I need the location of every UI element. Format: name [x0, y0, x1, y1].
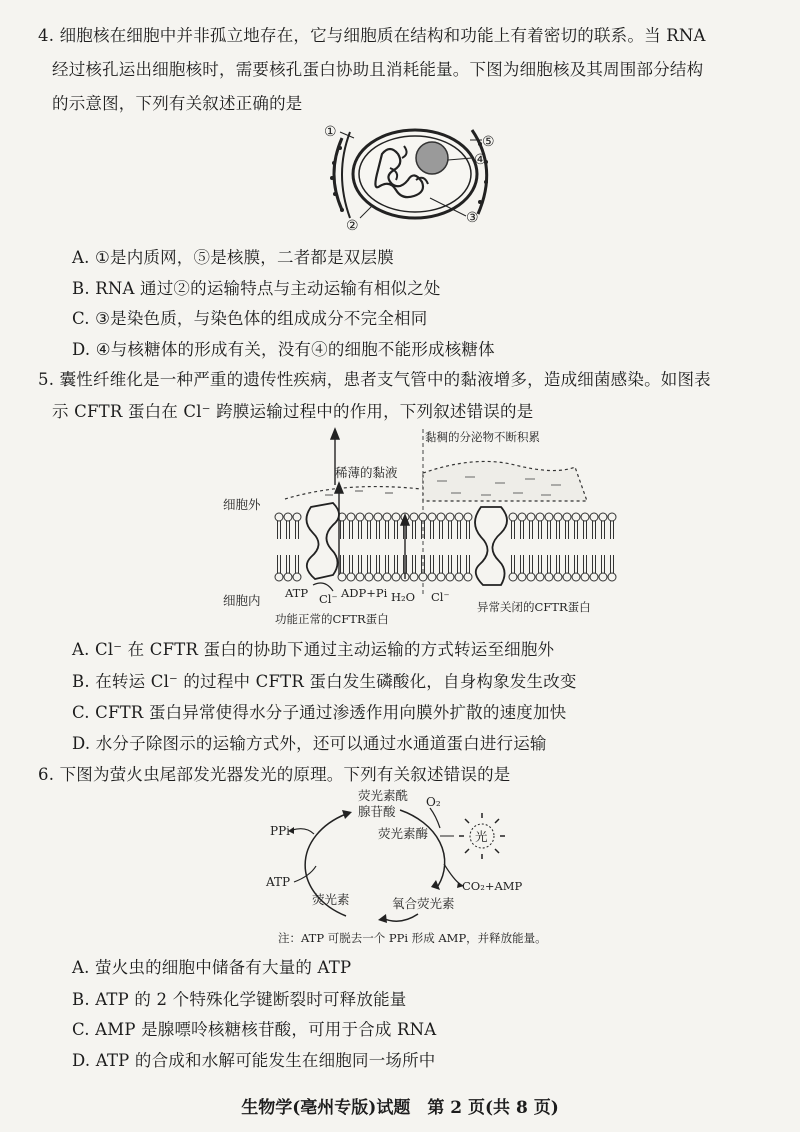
label-ppi: PPi: [270, 824, 290, 838]
q4-option-c: C. ③是染色质，与染色体的组成成分不完全相同: [72, 309, 428, 328]
label-atp: ATP: [285, 586, 309, 600]
q6-firefly-figure: [250, 786, 570, 951]
label-luciferin: 荧光素: [312, 892, 350, 907]
label-mucus-thin: 稀薄的黏液: [335, 465, 398, 480]
q4-option-a: A. ①是内质网，⑤是核膜，二者都是双层膜: [72, 248, 394, 267]
label-cl-right: Cl⁻: [431, 590, 450, 604]
q5-stem-line2: 示 CFTR 蛋白在 Cl⁻ 跨膜运输过程中的作用，下列叙述错误的是: [52, 402, 534, 421]
q5-option-a: A. Cl⁻ 在 CFTR 蛋白的协助下通过主动运输的方式转运至细胞外: [72, 640, 555, 659]
label-adenylate-1: 荧光素酰: [358, 788, 409, 803]
label-luciferase: 荧光素酶: [378, 826, 429, 841]
q4-stem-line3: 的示意图，下列有关叙述正确的是: [52, 94, 303, 113]
label-2: ②: [346, 218, 359, 234]
label-adp: ADP+Pi: [341, 586, 388, 600]
label-oxyluciferin: 氧合荧光素: [392, 896, 455, 911]
label-adenylate-2: 腺苷酸: [358, 804, 396, 819]
label-1: ①: [324, 124, 337, 140]
label-5: ⑤: [482, 134, 495, 150]
q6-option-a: A. 萤火虫的细胞中储备有大量的 ATP: [72, 958, 352, 977]
label-light: 光: [475, 829, 488, 844]
label-mucus-thick: 黏稠的分泌物不断积累: [425, 430, 540, 444]
label-co2-amp: CO₂+AMP: [462, 879, 523, 893]
q5-stem-line1: 5. 囊性纤维化是一种严重的遗传性疾病，患者支气管中的黏液增多，造成细菌感染。如图表: [38, 370, 711, 389]
q4-option-d: D. ④与核糖体的形成有关，没有④的细胞不能形成核糖体: [72, 340, 495, 359]
label-normal-cftr: 功能正常的CFTR蛋白: [275, 612, 389, 626]
q4-option-b: B. RNA 通过②的运输特点与主动运输有相似之处: [72, 279, 441, 298]
label-3: ③: [466, 210, 479, 226]
label-atp: ATP: [266, 875, 291, 889]
q6-option-b: B. ATP 的 2 个特殊化学键断裂时可释放能量: [72, 990, 407, 1009]
label-abnormal-cftr: 异常关闭的CFTR蛋白: [477, 600, 591, 614]
q6-stem-line1: 6. 下图为萤火虫尾部发光器发光的原理。下列有关叙述错误的是: [38, 765, 511, 784]
q5-cftr-figure: [215, 425, 635, 630]
label-o2: O₂: [426, 795, 441, 809]
q4-stem-line1: 4. 细胞核在细胞中并非孤立地存在，它与细胞质在结构和功能上有着密切的联系。当 RNA: [38, 26, 706, 45]
q5-option-d: D. 水分子除图示的运输方式外，还可以通过水通道蛋白进行运输: [72, 734, 547, 753]
q5-option-c: C. CFTR 蛋白异常使得水分子通过渗透作用向膜外扩散的速度加快: [72, 703, 567, 722]
label-outside: 细胞外: [223, 497, 261, 512]
label-h2o: H₂O: [391, 590, 416, 604]
figure-note: 注：ATP 可脱去一个 PPi 形成 AMP，并释放能量。: [278, 931, 547, 945]
q6-option-c: C. AMP 是腺嘌呤核糖核苷酸，可用于合成 RNA: [72, 1020, 437, 1039]
q4-stem-line2: 经过核孔运出细胞核时，需要核孔蛋白协助且消耗能量。下图为细胞核及其周围部分结构: [52, 60, 704, 79]
label-cl-left: Cl⁻: [319, 592, 338, 606]
label-inside: 细胞内: [223, 593, 261, 608]
q6-option-d: D. ATP 的合成和水解可能发生在细胞同一场所中: [72, 1051, 436, 1070]
page-footer: 生物学(亳州专版)试题 第 2 页(共 8 页): [241, 1098, 559, 1118]
label-4: ④: [474, 152, 487, 168]
q5-option-b: B. 在转运 Cl⁻ 的过程中 CFTR 蛋白发生磷酸化，自身构象发生改变: [72, 672, 577, 691]
q4-nucleus-figure: [320, 118, 510, 234]
